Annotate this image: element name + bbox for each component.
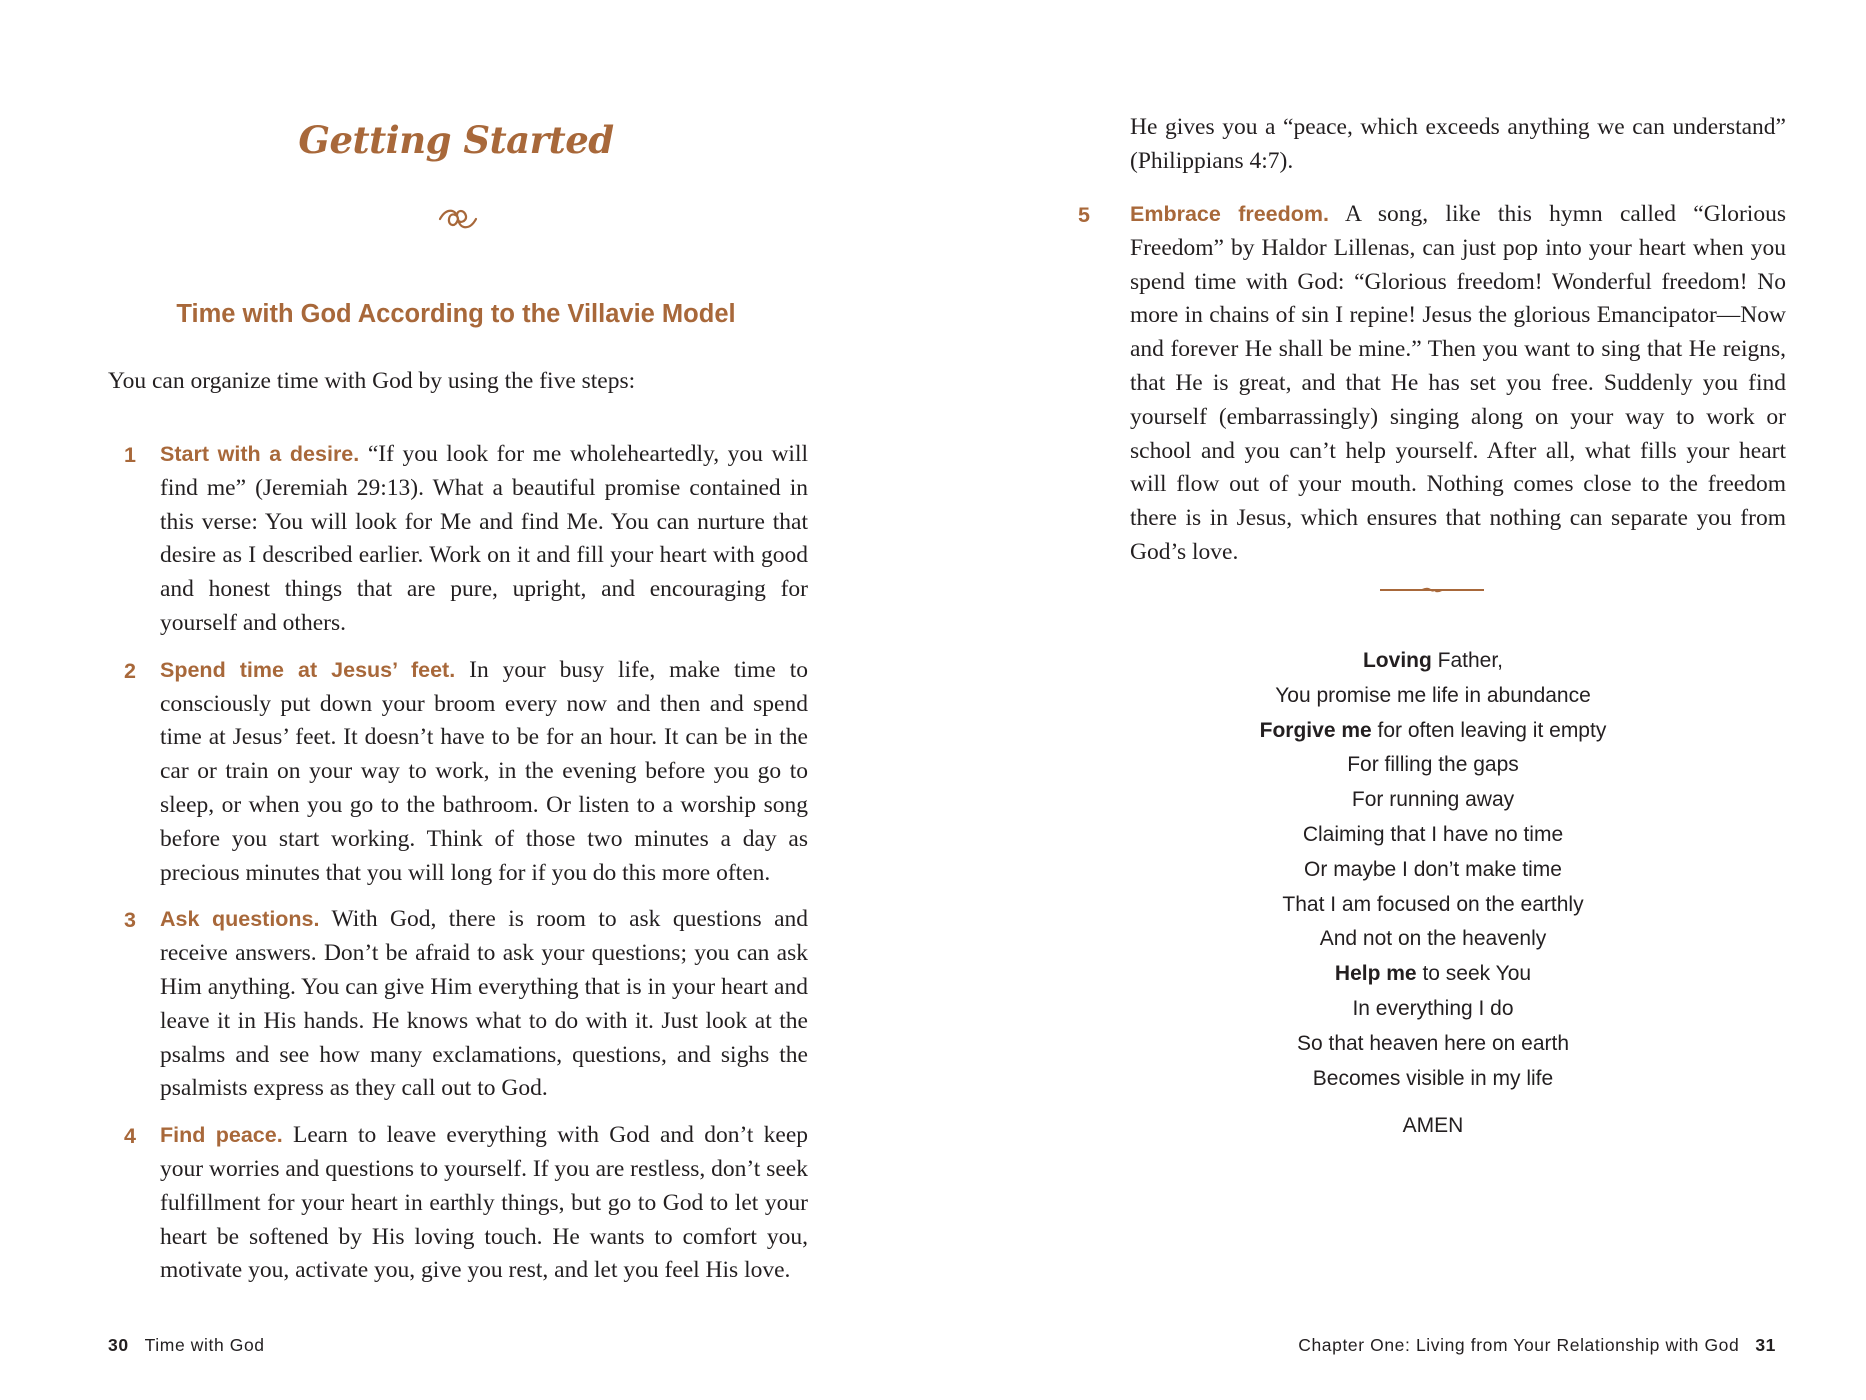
running-head: Chapter One: Living from Your Relationship with God xyxy=(1298,1335,1740,1355)
step-heading: Find peace. xyxy=(160,1123,283,1148)
right-page xyxy=(933,0,1866,1400)
prayer-line xyxy=(933,888,1866,923)
prayer-amen: AMEN xyxy=(1402,1114,1464,1138)
prayer-line xyxy=(933,853,1866,888)
prayer xyxy=(933,644,1866,1144)
section-heading: Time with God According to the Villavie Model xyxy=(176,300,736,328)
prayer-line xyxy=(933,679,1866,714)
prayer-text: Claiming that I have no time xyxy=(1302,822,1564,846)
step-heading: Start with a desire. xyxy=(160,442,360,466)
running-head: Time with God xyxy=(144,1335,265,1355)
flourish-ornament-icon xyxy=(436,204,480,234)
step-heading: Embrace freedom. xyxy=(1130,202,1329,226)
prayer-line xyxy=(933,922,1866,957)
prayer-text: You promise me life in abundance xyxy=(1275,683,1591,707)
prayer-text: So that heaven here on earth xyxy=(1296,1031,1570,1055)
prayer-line xyxy=(933,1062,1866,1097)
prayer-text: to seek You xyxy=(1416,962,1532,986)
step-number: 2 xyxy=(124,658,136,683)
prayer-emphasis: Loving xyxy=(1362,649,1432,672)
step-paragraph xyxy=(1130,198,1786,570)
step-number: 3 xyxy=(124,908,136,933)
prayer-line xyxy=(933,957,1866,992)
list-item xyxy=(108,438,808,641)
prayer-line xyxy=(933,1027,1866,1062)
step-number: 5 xyxy=(1078,203,1090,227)
steps-list xyxy=(108,438,808,1301)
prayer-line xyxy=(933,714,1866,749)
prayer-text: And not on the heavenly xyxy=(1319,927,1547,951)
footer-left xyxy=(108,1335,265,1356)
footer-right xyxy=(1298,1335,1776,1356)
list-item xyxy=(108,654,808,891)
prayer-line xyxy=(933,992,1866,1027)
step-number: 4 xyxy=(124,1124,136,1149)
step-body: Learn to leave everything with God and don’t keep your worries and questions to yourself. If you are restless, don’t seek fulfillment for your heart in earthly things, but go to God to let your heart be softened by His loving touch. He wants to comfort you, motivate you, activate you, give you rest, and let you feel His love. xyxy=(160,1122,809,1284)
list-item xyxy=(108,1119,808,1288)
step-number: 1 xyxy=(124,443,136,467)
ornamental-divider-icon xyxy=(1378,584,1486,596)
page-title: Getting Started xyxy=(298,118,614,162)
prayer-text: That I am focused on the earthly xyxy=(1282,892,1584,916)
page-number: 30 xyxy=(108,1335,129,1355)
step-paragraph xyxy=(160,903,808,1106)
step-paragraph xyxy=(160,1119,808,1288)
prayer-line xyxy=(933,748,1866,783)
step-heading: Ask questions. xyxy=(160,907,320,932)
continued-paragraph: He gives you a “peace, which exceeds anything we can understand” (Philippians 4:7). xyxy=(1130,114,1786,174)
prayer-text: Becomes visible in my life xyxy=(1312,1066,1554,1090)
prayer-emphasis: Help me xyxy=(1334,962,1417,986)
step-paragraph xyxy=(160,654,808,891)
intro-paragraph: You can organize time with God by using the five steps: xyxy=(108,368,636,394)
page-number: 31 xyxy=(1755,1335,1776,1355)
prayer-line xyxy=(933,783,1866,818)
steps-list xyxy=(1078,198,1786,583)
prayer-text: In everything I do xyxy=(1352,996,1514,1020)
prayer-emphasis: Forgive me xyxy=(1259,718,1372,742)
step-body: A song, like this hymn called “Glorious Freedom” by Haldor Lillenas, can just pop into your heart when you spend time with God: “Glorious freedom! Wonderful freedom! No more in chains of sin I repine! Jesus the glorious Emancipator—Now and forever He shall be mine.” Then you want to sing that He reigns, that He is great, and that He has set you free. Suddenly you find yourself (embarrassingly) singing along on your way to work or school and you can’t help yourself. After all, what fills your heart will flow out of your mouth. Nothing comes close to the freedom there is in Jesus, which ensures that nothing can separate you from God’s love. xyxy=(1130,201,1786,565)
prayer-line xyxy=(933,818,1866,853)
list-item xyxy=(1078,198,1786,570)
prayer-line xyxy=(933,644,1866,679)
prayer-text: Or maybe I don’t make time xyxy=(1304,857,1562,881)
prayer-text: for often leaving it empty xyxy=(1371,718,1607,742)
prayer-text: For running away xyxy=(1351,788,1515,812)
prayer-text: For filling the gaps xyxy=(1347,753,1519,777)
step-body: In your busy life, make time to consciously put down your broom every now and then and spend time at Jesus’ feet. It doesn’t have to be for an hour. It can be in the car or train on your way to work, in the evening before you go to sleep, or when you go to the bathroom. Or listen to a worship song before you start working. Think of those two minutes a day as precious minutes that you will long for if you do this more often. xyxy=(160,656,808,886)
step-body: “If you look for me wholeheartedly, you will find me” (Jeremiah 29:13). What a beautiful promise contained in this verse: You will look for Me and find Me. You can nurture that desire as I described earlier. Work on it and fill your heart with good and honest things that are pure, upright, and encouraging for yourself and others. xyxy=(160,441,809,636)
prayer-text: Father, xyxy=(1431,649,1504,672)
step-heading: Spend time at Jesus’ feet. xyxy=(160,657,456,682)
step-paragraph xyxy=(160,438,808,641)
list-item xyxy=(108,903,808,1106)
step-body: With God, there is room to ask questions and receive answers. Don’t be afraid to ask your questions; you can ask Him anything. You can give Him everything that is in your heart and leave it in His hands. He knows what to do with it. Just look at the psalms and see how many exclamations, questions, and sighs the psalmists express as they call out to God. xyxy=(160,906,809,1102)
